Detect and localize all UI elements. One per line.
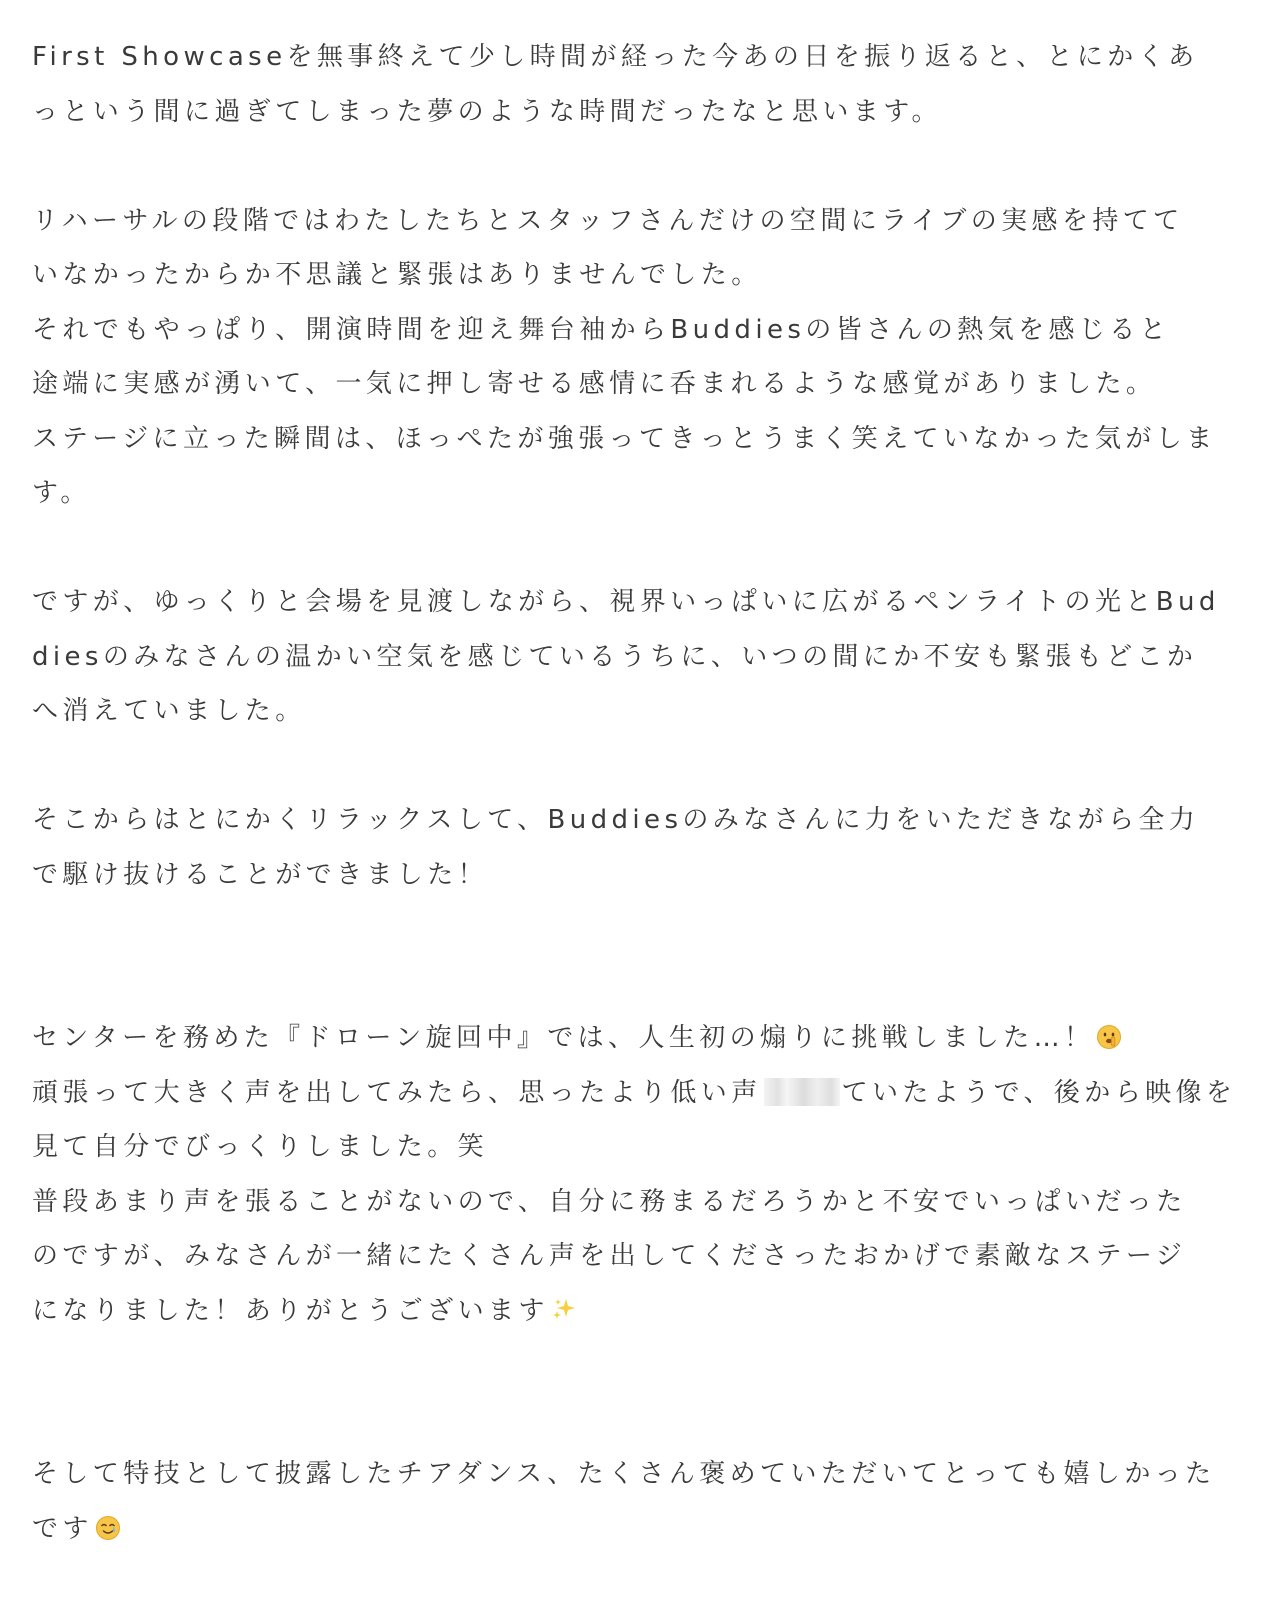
smiling-tear-face-icon xyxy=(95,1506,121,1532)
paragraph-venue xyxy=(32,575,1242,739)
text-line: そこからはとにかくリラックスして、Buddiesのみなさんに力をいただきながら全力 xyxy=(32,805,1200,835)
text-line: いなかったからか不思議と緊張はありませんでした。 xyxy=(32,260,762,290)
paragraph-spacer xyxy=(32,1338,1242,1447)
paragraph-spacer xyxy=(32,139,1242,194)
paragraph-rehearsal xyxy=(32,194,1242,521)
paragraph-relax xyxy=(32,793,1242,902)
paragraph-spacer xyxy=(32,739,1242,794)
text-line: 見て自分でびっくりしました。笑 xyxy=(32,1132,489,1162)
text-line: す。 xyxy=(32,478,91,508)
paragraph-cheer-dance xyxy=(32,1447,1242,1556)
text-line xyxy=(32,1066,1242,1121)
text-segment: になりました！ありがとうございます xyxy=(32,1295,549,1326)
text-segment: 頑張って大きく声を出してみたら、思ったより低い声 xyxy=(32,1077,762,1108)
text-line: そして特技として披露したチアダンス、たくさん褒めていただいてとっても嬉しかった xyxy=(32,1459,1216,1489)
text-line xyxy=(32,1284,1242,1339)
shushing-face-icon xyxy=(1096,1015,1122,1041)
text-line: ですが、ゆっくりと会場を見渡しながら、視界いっぱいに広がるペンライトの光とBud xyxy=(32,587,1220,617)
text-line: それでもやっぱり、開演時間を迎え舞台袖からBuddiesの皆さんの熱気を感じると xyxy=(32,314,1171,345)
paragraph-center xyxy=(32,1011,1242,1338)
article-body xyxy=(32,30,1242,1556)
text-line: っという間に過ぎてしまった夢のような時間だったなと思います。 xyxy=(32,96,942,127)
text-line xyxy=(32,1011,1242,1066)
paragraph-spacer xyxy=(32,902,1242,1011)
text-line: のですが、みなさんが一緒にたくさん声を出してくださったおかげで素敵なステージ xyxy=(32,1241,1187,1271)
text-segment: センターを務めた『ドローン旋回中』では、人生初の煽りに挑戦しました…！ xyxy=(32,1023,1095,1053)
text-line: 途端に実感が湧いて、一気に押し寄せる感情に呑まれるような感覚がありました。 xyxy=(32,369,1157,399)
paragraph-spacer xyxy=(32,521,1242,576)
text-line: へ消えていました。 xyxy=(32,696,306,726)
text-segment: です xyxy=(32,1513,93,1544)
text-line: で駆け抜けることができました！ xyxy=(32,859,489,890)
paragraph-intro xyxy=(32,30,1242,139)
text-line: ステージに立った瞬間は、ほっぺたが強張ってきっとうまく笑えていなかった気がしま xyxy=(32,423,1217,454)
text-line xyxy=(32,1502,1242,1557)
text-line: First Showcaseを無事終えて少し時間が経った今あの日を振り返ると、とにかくあ xyxy=(32,42,1199,72)
text-segment: ていたようで、後から映像を xyxy=(841,1077,1237,1108)
redacted-text-blur xyxy=(764,1078,840,1106)
sparkles-icon xyxy=(551,1287,577,1313)
text-line: リハーサルの段階ではわたしたちとスタッフさんだけの空間にライブの実感を持てて xyxy=(32,205,1184,236)
text-line: diesのみなさんの温かい空気を感じているうちに、いつの間にか不安も緊張もどこか xyxy=(32,641,1198,672)
text-line: 普段あまり声を張ることがないので、自分に務まるだろうかと不安でいっぱいだった xyxy=(32,1186,1187,1217)
